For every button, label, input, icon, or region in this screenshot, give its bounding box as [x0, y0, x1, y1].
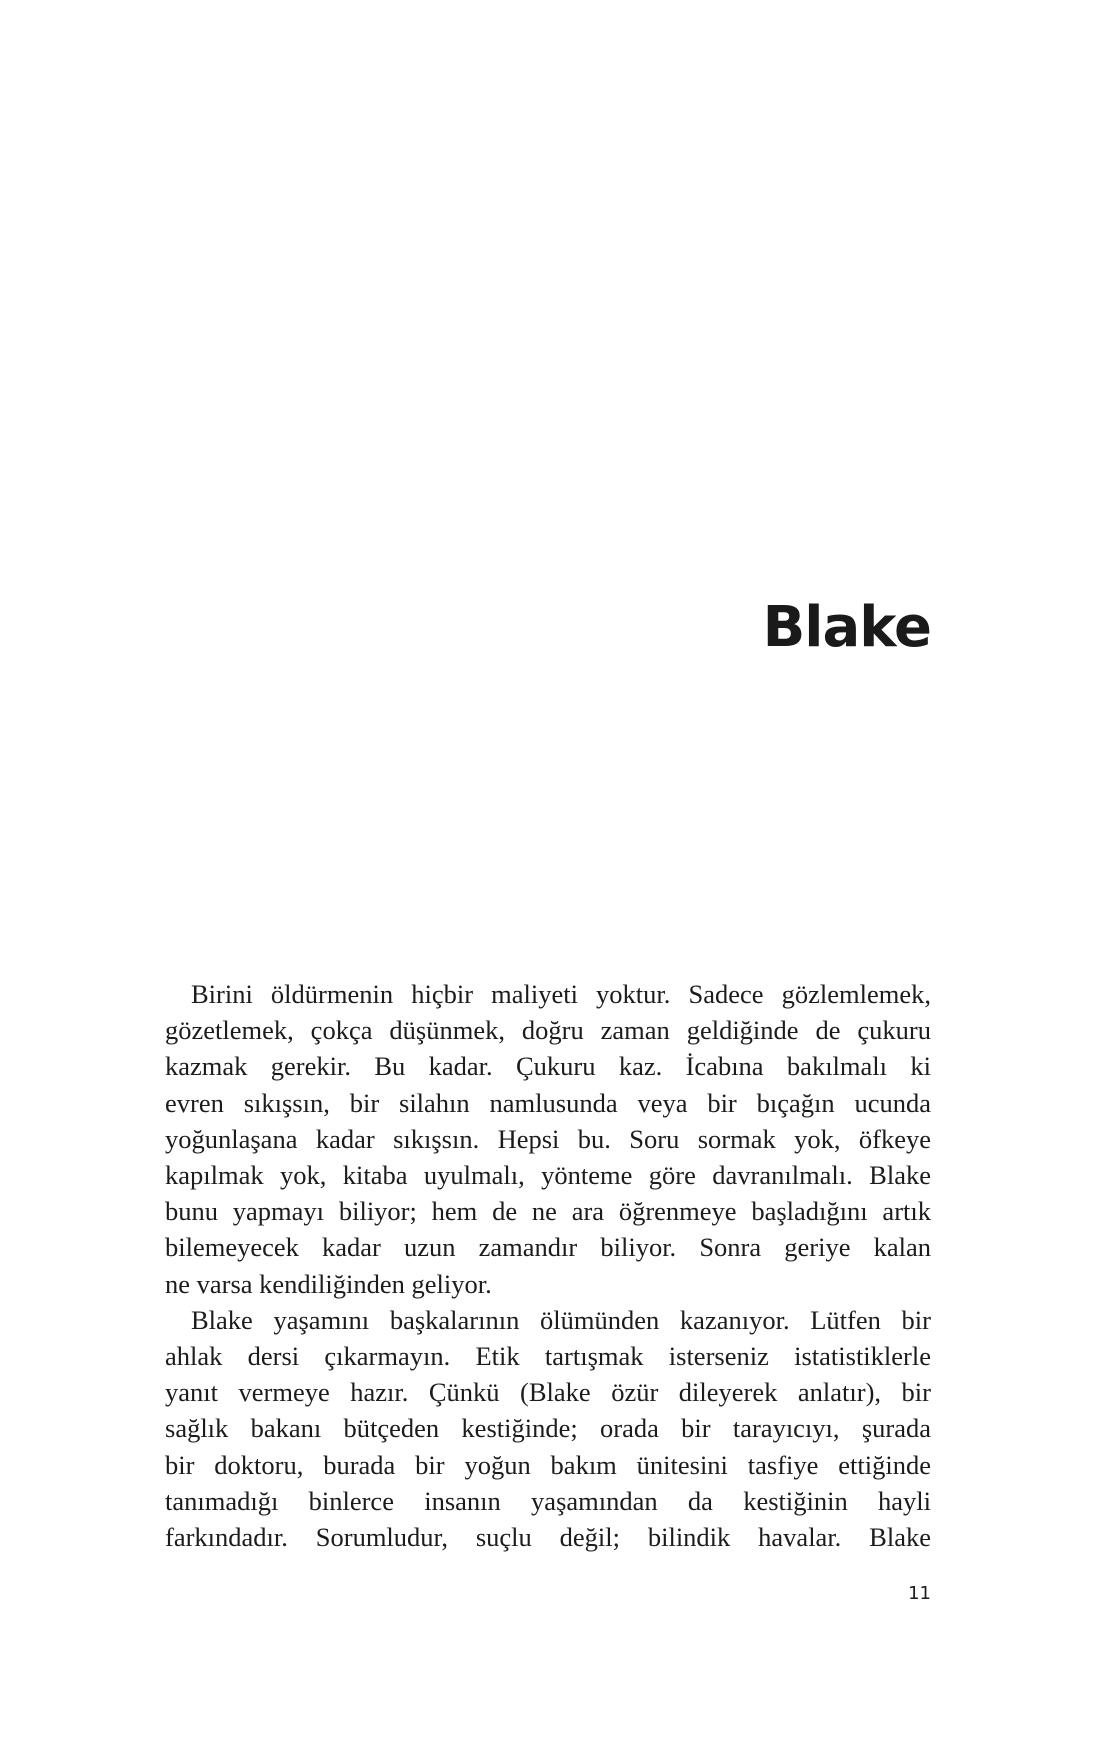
text-line: ne varsa kendiliğinden geliyor.	[165, 1268, 492, 1299]
text-line: farkındadır. Sorumludur, suçlu değil; bilindik havalar. Blake	[165, 1522, 931, 1553]
text-line: kazmak gerekir. Bu kadar. Çukuru kaz. İcabına bakılmalı ki	[165, 1051, 931, 1082]
text-line: Blake yaşamını başkalarının ölümünden kazanıyor. Lütfen bir	[191, 1304, 931, 1335]
chapter-title: Blake	[762, 595, 931, 660]
text-line: bilemeyecek kadar uzun zamandır biliyor. Sonra geriye kalan	[165, 1232, 931, 1263]
text-line: evren sıkışsın, bir silahın namlusunda veya bir bıçağın ucunda	[165, 1087, 931, 1118]
page-number: 11	[908, 1583, 931, 1604]
text-line: Birini öldürmenin hiçbir maliyeti yoktur. Sadece gözlemlemek,	[191, 979, 931, 1009]
text-line: sağlık bakanı bütçeden kestiğinde; orada bir tarayıcıyı, şurada	[165, 1413, 931, 1444]
paragraph-2	[165, 1302, 931, 1555]
body-text	[165, 976, 931, 1555]
text-line: ahlak dersi çıkarmayın. Etik tartışmak isterseniz istatistiklerle	[165, 1341, 931, 1372]
text-line: yanıt vermeye hazır. Çünkü (Blake özür dileyerek anlatır), bir	[165, 1377, 931, 1408]
text-line: bunu yapmayı biliyor; hem de ne ara öğrenmeye başladığını artık	[165, 1196, 931, 1227]
text-line: tanımadığı binlerce insanın yaşamından da kestiğinin hayli	[165, 1485, 931, 1516]
text-line: kapılmak yok, kitaba uyulmalı, yönteme göre davranılmalı. Blake	[165, 1160, 931, 1191]
text-line: gözetlemek, çokça düşünmek, doğru zaman geldiğinde de çukuru	[165, 1015, 931, 1046]
text-line: yoğunlaşana kadar sıkışsın. Hepsi bu. Soru sormak yok, öfkeye	[165, 1123, 931, 1154]
text-line: bir doktoru, burada bir yoğun bakım ünitesini tasfiye ettiğinde	[165, 1449, 931, 1480]
paragraph-1	[165, 976, 931, 1302]
